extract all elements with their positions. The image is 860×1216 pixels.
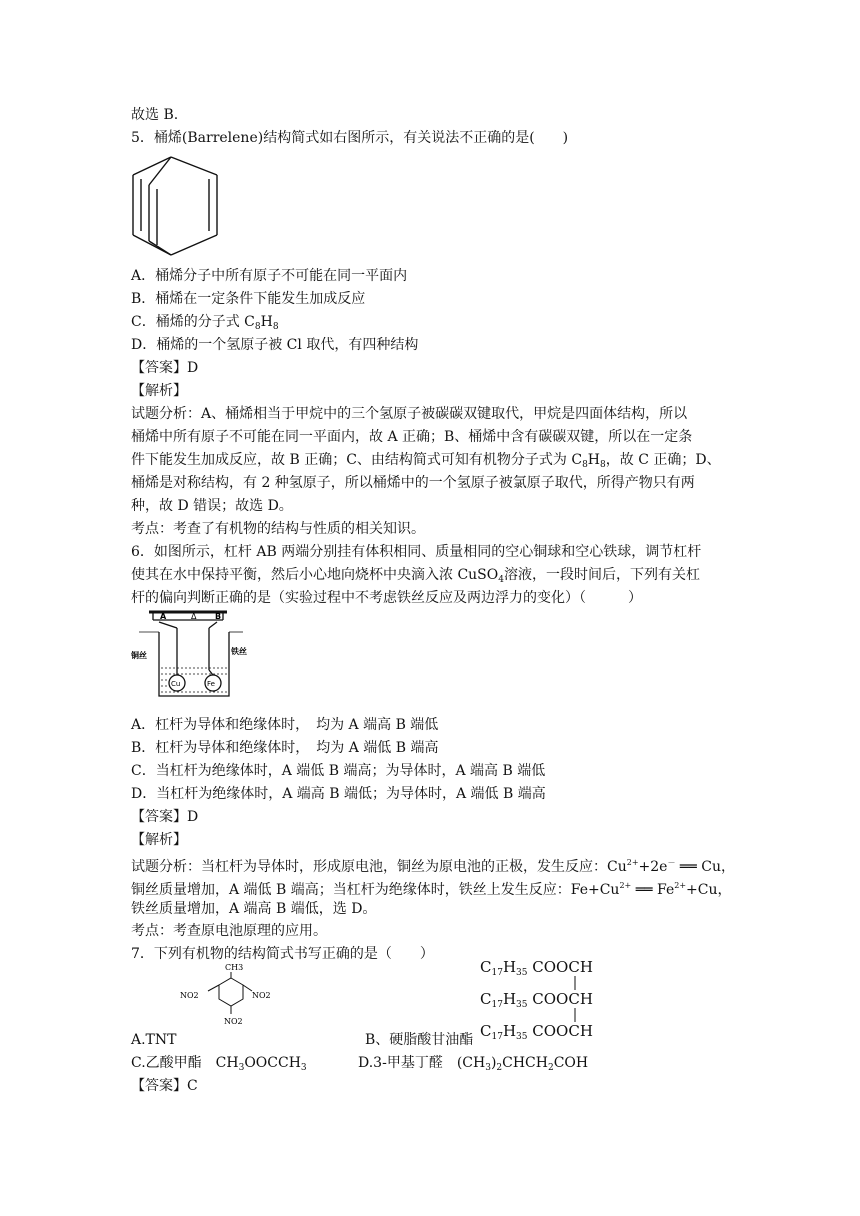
analysis-6-line1-a: 试题分析：当杠杆为导体时，形成原电池，铜丝为原电池的正极，发生反应：Cu	[131, 859, 627, 875]
option-6b: B．杠杆为导体和绝缘体时， 均为 A 端低 B 端高	[131, 740, 439, 756]
analysis-6-sup4: 2+	[674, 881, 687, 890]
ester-c2-sub: 17	[491, 1000, 503, 1010]
analysis-6-line2-a: 铜丝质量增加，A 端低 B 端高；当杠杆为绝缘体时，铁丝上发生反应：Fe+Cu	[131, 882, 620, 898]
analysis-5-h: H	[587, 452, 601, 468]
option-7a: A.TNT	[131, 1032, 177, 1048]
tnt-methyl: CH3	[225, 963, 244, 972]
analysis-6-line1-b: +2e	[638, 859, 668, 875]
ester-c3-sub: 17	[491, 1032, 503, 1042]
option-7c-sub2: 3	[300, 1063, 307, 1073]
ester-h2: H	[502, 990, 517, 1008]
analysis-6-sup2: －	[667, 858, 676, 867]
analysis-6-line2-c: +Cu，	[686, 882, 732, 898]
question-6-line2-a: 使其在水中保持平衡，然后小心地向烧杯中央滴入浓 CuSO	[131, 567, 499, 583]
analysis-heading-5: 【解析】	[131, 383, 187, 399]
question-6-line3: 杆的偏向判断正确的是（实验过程中不考虑铁丝反应及两边浮力的变化）（ ）	[131, 590, 642, 606]
analysis-6-line1	[131, 854, 735, 876]
option-7d-sub1: 3	[485, 1063, 491, 1073]
conclusion-line: 故选 B.	[131, 107, 179, 123]
tnt-nitro-bottom: NO2	[224, 1017, 243, 1026]
analysis-5-line4: 桶烯是对称结构，有 2 种氢原子，所以桶烯中的一个氢原子被氯原子取代，所得产物只有两	[131, 475, 695, 491]
analysis-5-sub1: 8	[582, 460, 588, 470]
ester-group1: COOCH	[532, 958, 593, 976]
label-b: B	[215, 612, 222, 621]
analysis-5-line3	[131, 451, 721, 474]
analysis-5-sub2: 8	[600, 460, 606, 470]
analysis-6-sup3: 2+	[619, 881, 632, 890]
analysis-6-sup1: 2+	[626, 858, 639, 867]
label-fulcrum: Δ	[191, 612, 197, 621]
analysis-5-line1: 试题分析：A、桶烯相当于甲烷中的三个氢原子被碳碳双键取代，甲烷是四面体结构，所以	[131, 406, 688, 422]
option-6c: C．当杠杆为绝缘体时，A 端低 B 端高；为导体时，A 端高 B 端低	[131, 763, 546, 779]
option-5c-sub2: 8	[272, 322, 279, 332]
option-5c-sub1: 8	[254, 322, 261, 332]
label-copper-wire: 铜丝	[131, 651, 147, 660]
option-5c	[131, 313, 279, 336]
option-5b: B．桶烯在一定条件下能发生加成反应	[131, 291, 366, 307]
option-5d: D．桶烯的一个氢原子被 Cl 取代，有四种结构	[131, 337, 419, 353]
ester-c1: C	[480, 958, 492, 976]
label-a: A	[160, 612, 167, 621]
key-point-5: 考点：考查了有机物的结构与性质的相关知识。	[131, 521, 425, 537]
ester-h1: H	[502, 958, 517, 976]
analysis-6-line2	[131, 877, 732, 899]
ester-h2-sub: 35	[516, 1000, 528, 1010]
option-7b: B、硬脂酸甘油酯	[365, 1032, 474, 1048]
option-7c-sub1: 3	[238, 1063, 245, 1073]
option-7d-mid: )	[490, 1055, 497, 1071]
question-6-sub: 4	[498, 575, 504, 585]
option-7d-sub2: 2	[496, 1063, 503, 1073]
answer-7: 【答案】C	[131, 1078, 198, 1094]
option-7d-pre: D.3-甲基丁醛 (CH	[358, 1055, 486, 1071]
option-7c-mid: OOCCH	[244, 1055, 301, 1071]
ester-group3: COOCH	[532, 1022, 593, 1040]
question-6-line1: 6．如图所示，杠杆 AB 两端分别挂有体积相同、质量相同的空心铜球和空心铁球，调节杠杆	[131, 544, 702, 560]
option-6a: A．杠杆为导体和绝缘体时， 均为 A 端高 B 端低	[131, 717, 439, 733]
option-5c-h: H	[260, 314, 273, 330]
analysis-5-line5: 种，故 D 错误；故选 D。	[131, 498, 293, 514]
option-7d-end: COH	[553, 1055, 589, 1071]
question-5: 5．桶烯(Barrelene)结构简式如右图所示，有关说法不正确的是( )	[131, 130, 569, 146]
barrelene-structure	[131, 155, 226, 265]
label-iron-wire: 铁丝	[231, 647, 247, 656]
question-6-line2-b: 溶液，一段时间后，下列有关杠	[503, 567, 700, 583]
option-5a: A．桶烯分子中所有原子不可能在同一平面内	[131, 268, 408, 284]
analysis-6-line2-b: ══ Fe	[631, 882, 675, 898]
ball-iron: Fe	[207, 680, 215, 688]
option-7c	[131, 1054, 307, 1077]
option-7d-sub3: 2	[547, 1063, 554, 1073]
tnt-structure	[176, 962, 286, 1032]
option-7c-pre: C.乙酸甲酯 CH	[131, 1055, 239, 1071]
ester-c3: C	[480, 1022, 492, 1040]
option-6d: D．当杠杆为绝缘体时，A 端高 B 端低；为导体时，A 端低 B 端高	[131, 786, 546, 802]
option-5c-text: C．桶烯的分子式 C	[131, 314, 255, 330]
question-6-line2	[131, 566, 700, 589]
ester-h1-sub: 35	[516, 968, 528, 978]
ester-c2: C	[480, 990, 492, 1008]
analysis-6-line3: 铁丝质量增加，A 端高 B 端低，选 D。	[131, 901, 377, 917]
option-7d-post: CHCH	[502, 1055, 548, 1071]
analysis-6-line1-c: ══ Cu，	[675, 859, 735, 875]
analysis-5-line2: 桶烯中所有原子不可能在同一平面内，故 A 正确；B、桶烯中含有碳碳双键，所以在一定条	[131, 429, 693, 445]
ester-h3: H	[502, 1022, 517, 1040]
ester-c1-sub: 17	[491, 968, 503, 978]
ester-bonds	[570, 974, 580, 1029]
ester-h3-sub: 35	[516, 1032, 528, 1042]
answer-5: 【答案】D	[131, 360, 199, 376]
ester-group2: COOCH	[532, 990, 593, 1008]
key-point-6: 考点：考查原电池原理的应用。	[131, 923, 327, 939]
option-7d	[358, 1054, 588, 1077]
lever-beaker-diagram	[131, 610, 246, 705]
ball-copper: Cu	[171, 680, 181, 688]
analysis-5-line3-b: ，故 C 正确；D、	[605, 452, 721, 468]
analysis-5-line3-a: 件下能发生加成反应，故 B 正确；C、由结构简式可知有机物分子式为 C	[131, 452, 583, 468]
question-7: 7．下列有机物的结构简式书写正确的是（ ）	[131, 946, 434, 962]
analysis-heading-6: 【解析】	[131, 832, 187, 848]
tnt-nitro-right: NO2	[252, 991, 271, 1000]
tnt-nitro-left: NO2	[180, 991, 199, 1000]
answer-6: 【答案】D	[131, 809, 199, 825]
